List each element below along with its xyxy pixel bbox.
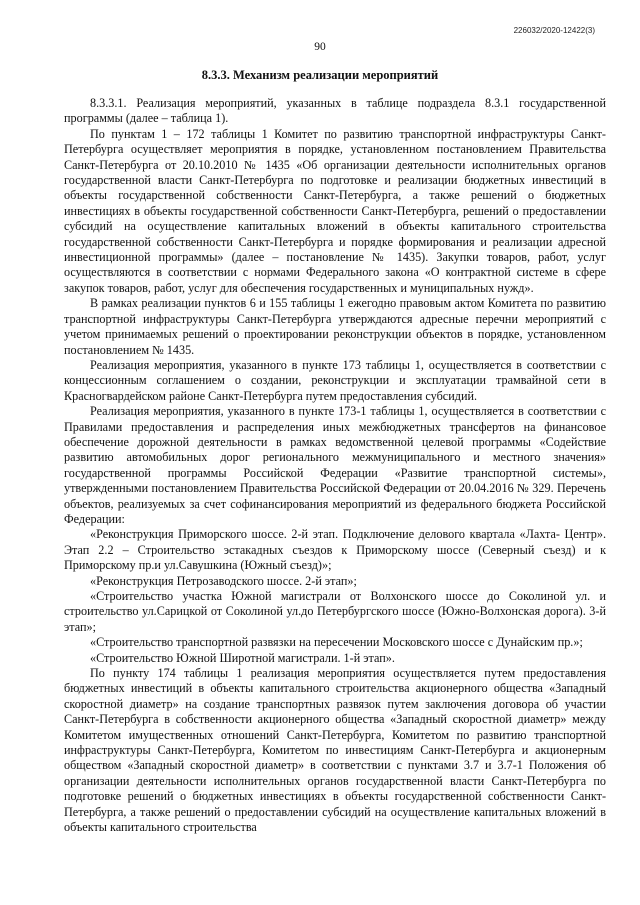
list-item: «Реконструкция Петрозаводского шоссе. 2-й этап»; [90,573,357,588]
paragraph: 8.3.3.1. Реализация мероприятий, указанных в таблице подраздела 8.3.1 государственной программы (далее – таблица 1). [64,96,606,126]
list-item: «Строительство участка Южной магистрали от Волхонского шоссе до Соколиной ул. и строительство ул.Сарицкой от Соколиной ул.до Петербургского шоссе (Южно-Волхонская дорога). 3-й этап»; [64,589,606,634]
paragraph: По пункту 174 таблицы 1 реализация мероприятия осуществляется путем предоставления бюджетных инвестиций в объекты капитального строительства акционерного общества «Западный скоростной диаметр» на создание транспортных развязок путем заключения договора об участии Санкт-Петербурга в собственности акционерного общества «Западный скоростной диаметр» между Комитетом имущественных отношений Санкт-Петербурга, Комитетом по развитию транспортной инфраструктуры Санкт-Петербурга, Комитетом по инвестициям Санкт-Петербурга и акционерным обществом «Западный скоростной диаметр» в соответствии с пунктами 3.7 и 3.7-1 Положения об организации деятельности исполнительных органов государственной власти Санкт-Петербурга по подготовке решений о бюджетных инвестициях в объекты государственной собственности Санкт-Петербурга, а также решений о предоставлении субсидий на осуществление капитальных вложений в объекты капитального строительства [64,666,606,835]
list-item: «Строительство Южной Широтной магистрали. 1-й этап». [90,650,395,665]
paragraph: По пунктам 1 – 172 таблицы 1 Комитет по развитию транспортной инфраструктуры Санкт-Петербурга осуществляет мероприятия в порядке, установленном постановлением Правительства Санкт-Петербурга от 20.10.2010 № 1435 «Об организации деятельности исполнительных органов государственной власти Санкт-Петербурга по подготовке и реализации бюджетных инвестиций в объекты государственной собственности Санкт-Петербурга, а также решений о бюджетных инвестициях в объекты государственной собственности Санкт-Петербурга, решений о предоставлении субсидий на осуществление капитальных вложений в объекты капитального строительства государственной собственности Санкт-Петербурга и порядке формирования и реализации адресной инвестиционной программы» (далее – постановление № 1435). Закупки товаров, работ, услуг осуществляются в соответствии с нормами Федерального закона «О контрактной системе в сфере закупок товаров, работ, услуг для обеспечения государственных и муниципальных нужд». [64,126,606,295]
page-number: 90 [314,41,326,53]
paragraph: Реализация мероприятия, указанного в пункте 173 таблицы 1, осуществляется в соответствии с концессионным соглашением о создании, реконструкции и эксплуатации трамвайной сети в Красногвардейском районе Санкт-Петербурга путем предоставления субсидий. [64,357,606,403]
paragraph: В рамках реализации пунктов 6 и 155 таблицы 1 ежегодно правовым актом Комитета по развитию транспортной инфраструктуры Санкт-Петербурга утверждаются адресные перечни мероприятий с учетом принимаемых решений о проектировании реконструкции объектов в порядке, установленном постановлением № 1435. [64,296,606,357]
paragraph: Реализация мероприятия, указанного в пункте 173-1 таблицы 1, осуществляется в соответствии с Правилами предоставления и распределения иных межбюджетных трансфертов на финансовое обеспечение дорожной деятельности в рамках ведомственной целевой программы «Содействие развитию автомобильных дорог регионального межмуниципального и местного значения» государственной программы Российской Федерации «Развитие транспортной системы», утвержденными постановлением Правительства Российской Федерации от 20.04.2016 № 329. Перечень объектов, реализуемых за счет софинансирования мероприятий из федерального бюджета Российской Федерации: [64,404,606,526]
list-item: «Реконструкция Приморского шоссе. 2-й этап. Подключение делового квартала «Лахта- Центр». Этап 2.2 – Строительство эстакадных съездов к Приморскому шоссе (Северный съезд) и к Приморскому пр.и ул.Савушкина (Южный съезд)»; [64,527,606,573]
section-heading: 8.3.3. Механизм реализации мероприятий [201,68,439,82]
list-item: «Строительство транспортной развязки на пересечении Московского шоссе с Дунайским пр.»; [90,635,583,650]
body-text [64,96,606,836]
document-stamp: 226032/2020-12422(3) [513,26,595,35]
